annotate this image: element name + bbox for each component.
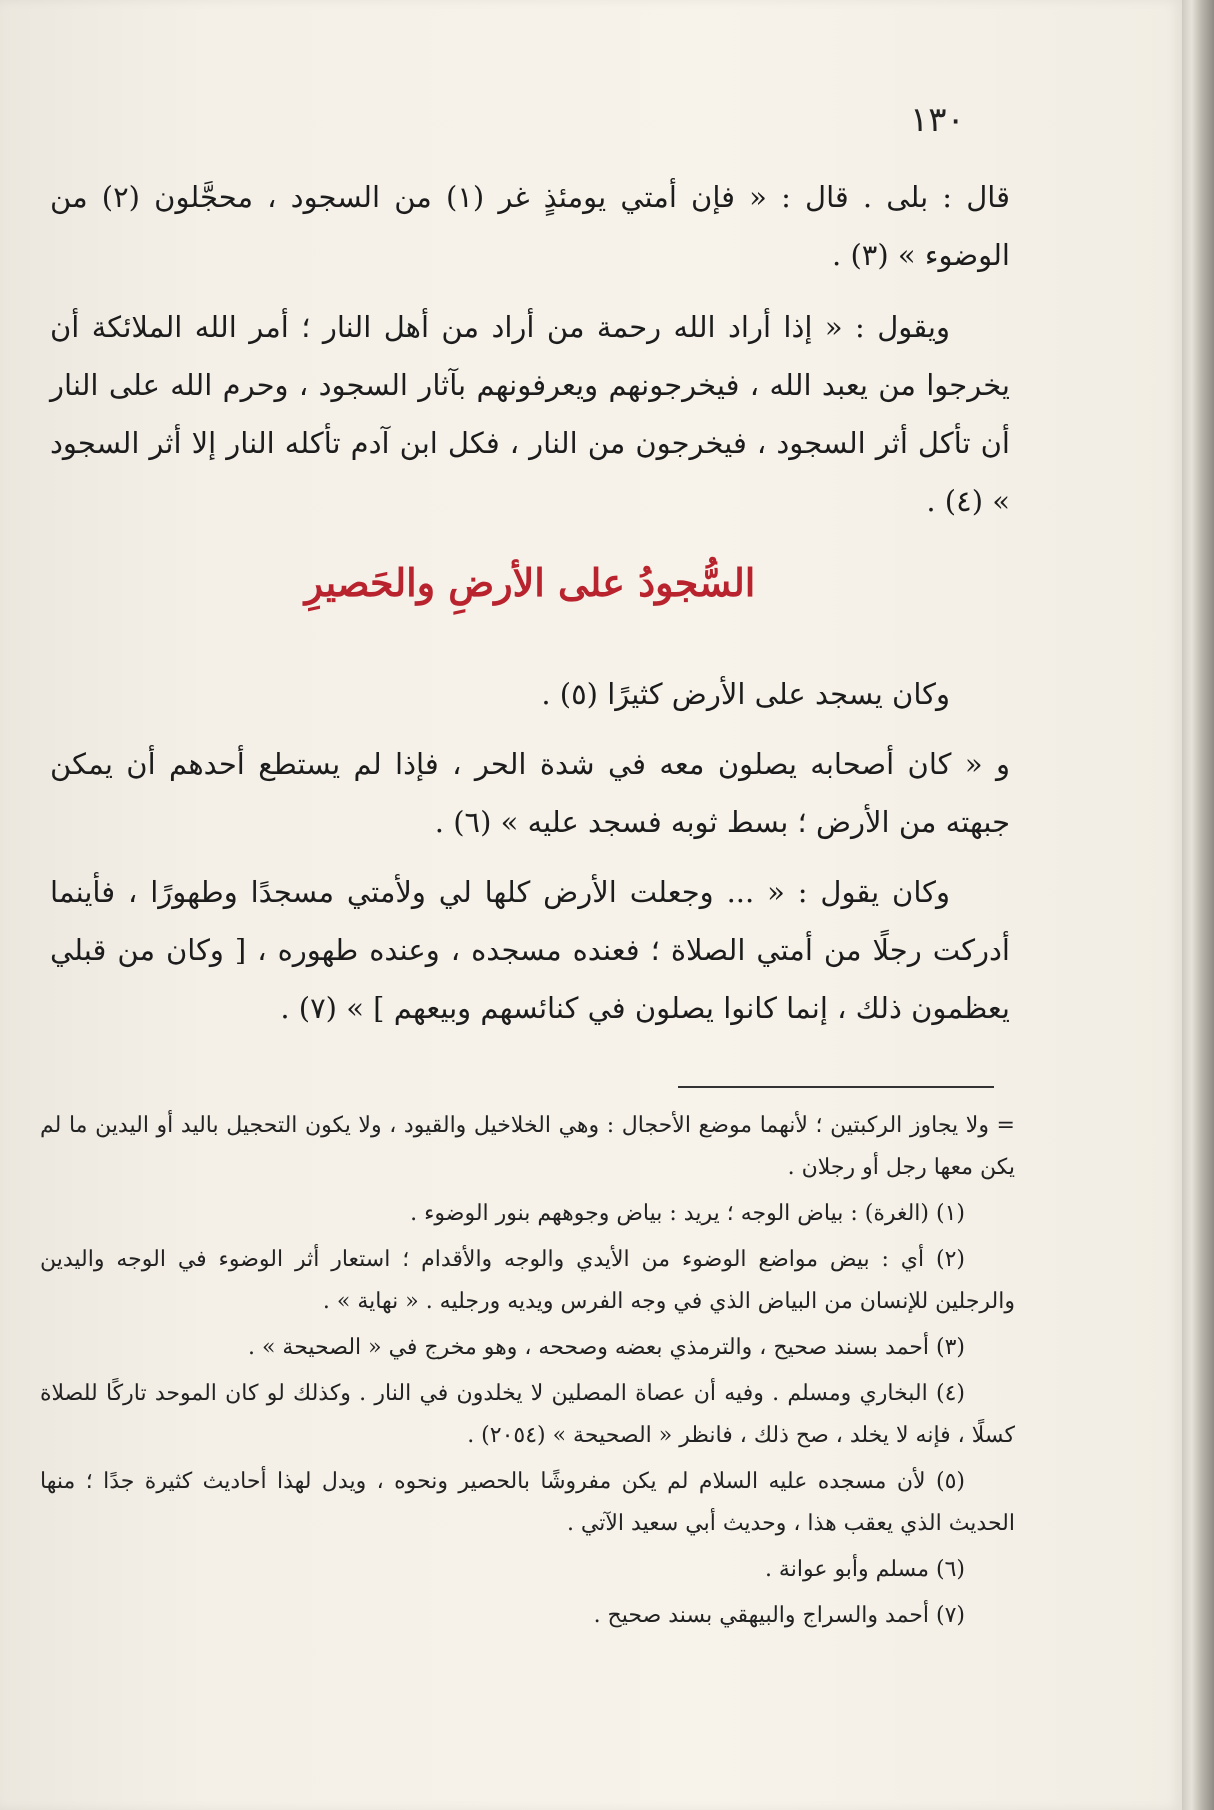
section-paragraph: وكان يقول : « ... وجعلت الأرض كلها لي ولأمتي مسجدًا وطهورًا ، فأينما أدركت رجلًا من أمتي الصلاة ؛ فعنده مسجده ، وعنده طهوره ، [ وكان من قبلي يعظمون ذلك ، إنما كانوا يصلون في كنائسهم وبيعهم ] » (٧) .: [50, 875, 1010, 1025]
section-text: [50, 665, 1010, 1049]
section-heading: السُّجودُ على الأرضِ والحَصيرِ: [304, 560, 756, 605]
section-paragraph: وكان يسجد على الأرض كثيرًا (٥) .: [541, 677, 950, 711]
intro-text: [50, 168, 1010, 544]
footnote-divider: [678, 1086, 994, 1088]
book-page-edge: [1182, 0, 1214, 1810]
footnote: (١) (الغرة) : بياض الوجه ؛ يريد : بياض وجوههم بنور الوضوء .: [410, 1201, 965, 1226]
footnote: (٥) لأن مسجده عليه السلام لم يكن مفروشًا بالحصير ونحوه ، ويدل لهذا أحاديث كثيرة جدًا ؛ منها الحديث الذي يعقب هذا ، وحديث أبي سعيد الآتي .: [40, 1469, 1015, 1536]
footnote-continuation: = ولا يجاوز الركبتين ؛ لأنهما موضع الأحجال : وهي الخلاخيل والقيود ، ولا يكون التحجيل باليد أو اليدين ما لم يكن معها رجل أو رجلان .: [40, 1113, 1015, 1180]
footnotes: [40, 1105, 1015, 1641]
intro-paragraph: قال : بلى . قال : « فإن أمتي يومئذٍ غر (١) من السجود ، محجَّلون (٢) من الوضوء » (٣) .: [50, 180, 1010, 272]
footnote: (٧) أحمد والسراج والبيهقي بسند صحيح .: [593, 1603, 965, 1628]
page-number: ١٣٠: [910, 100, 965, 140]
footnote: (٢) أي : بيض مواضع الوضوء من الأيدي والوجه والأقدام ؛ استعار أثر الوضوء في الوجه واليدين والرجلين للإنسان من البياض الذي في وجه الفرس ويديه ورجليه . « نهاية » .: [40, 1247, 1015, 1314]
footnote: (٤) البخاري ومسلم . وفيه أن عصاة المصلين لا يخلدون في النار . وكذلك لو كان الموحد تاركًا للصلاة كسلًا ، فإنه لا يخلد ، صح ذلك ، فانظر « الصحيحة » (٢٠٥٤) .: [40, 1381, 1015, 1448]
intro-paragraph: ويقول : « إذا أراد الله رحمة من أراد من أهل النار ؛ أمر الله الملائكة أن يخرجوا من يعبد الله ، فيخرجونهم ويعرفونهم بآثار السجود ، وحرم الله على النار أن تأكل أثر السجود ، فيخرجون من النار ، فكل ابن آدم تأكله النار إلا أثر السجود » (٤) .: [50, 310, 1010, 518]
footnote: (٦) مسلم وأبو عوانة .: [764, 1557, 965, 1582]
footnote: (٣) أحمد بسند صحيح ، والترمذي بعضه وصححه ، وهو مخرج في « الصحيحة » .: [247, 1335, 965, 1360]
section-paragraph: و « كان أصحابه يصلون معه في شدة الحر ، فإذا لم يستطع أحدهم أن يمكن جبهته من الأرض ؛ بسط ثوبه فسجد عليه » (٦) .: [50, 747, 1010, 839]
